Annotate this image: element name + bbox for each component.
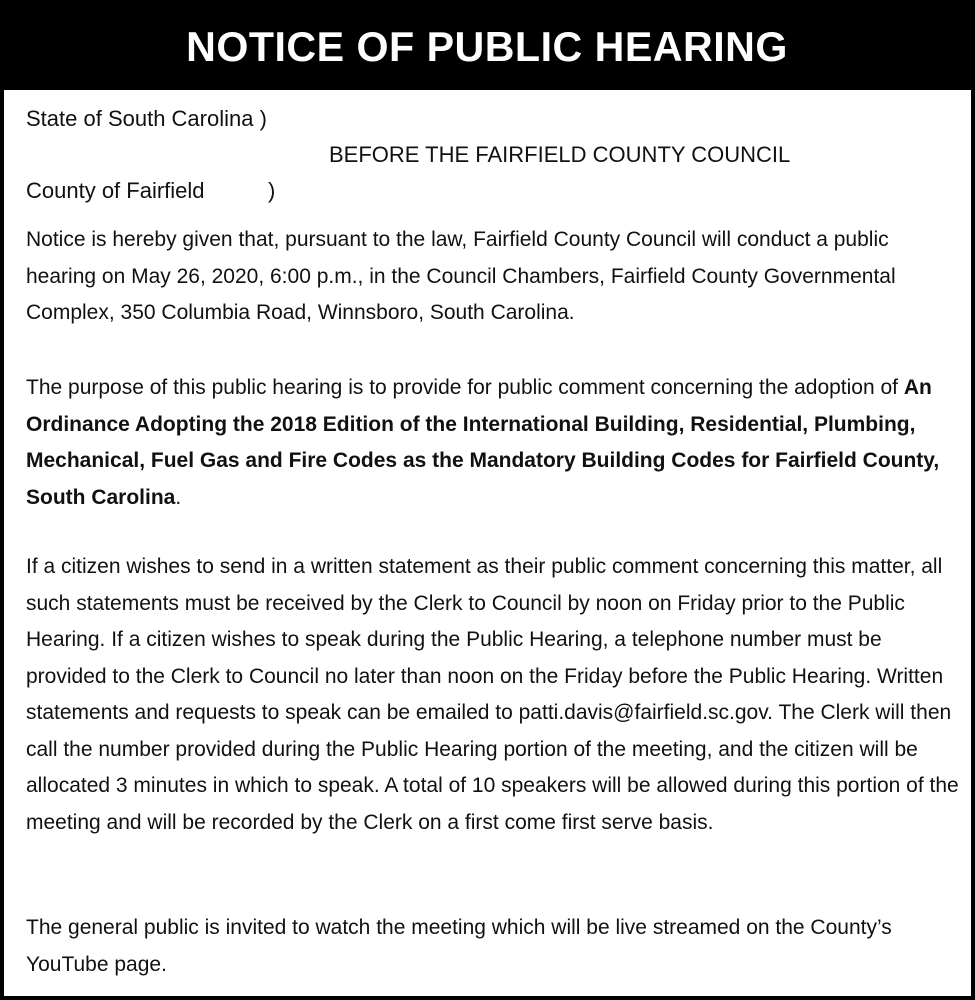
purpose-end: . (175, 485, 182, 509)
title-bar (4, 4, 971, 90)
purpose-paragraph (26, 370, 964, 516)
notice-title: NOTICE OF PUBLIC HEARING (186, 23, 789, 70)
ordinance-title: An Ordinance Adopting the 2018 Edition of the International Building, Residential, Plumbing, Mechanical, Fuel Gas and Fire Codes as the Mandatory Building Codes for Fairfield County, South Carolina (26, 376, 940, 509)
council-caption: BEFORE THE FAIRFIELD COUNTY COUNCIL (329, 142, 791, 167)
county-caption: County of Fairfield (26, 178, 205, 203)
livestream-text: The general public is invited to watch the meeting which will be live streamed on the County’s YouTube page. (26, 916, 892, 976)
hearing-details-text: Notice is hereby given that, pursuant to the law, Fairfield County Council will conduct a public hearing on May 26, 2020, 6:00 p.m., in the Council Chambers, Fairfield County Governmental Complex, 350 Columbia Road, Winnsboro, South Carolina. (26, 228, 896, 324)
county-caption-parenthesis: ) (268, 178, 276, 203)
public-comment-paragraph (26, 549, 964, 841)
public-comment-text: If a citizen wishes to send in a written statement as their public comment concerning this matter, all such statements must be received by the Clerk to Council by noon on Friday prior to the Public Hearing. If a citizen wishes to speak during the Public Hearing, a telephone number must be provided to the Clerk to Council no later than noon on the Friday before the Public Hearing. Written statements and requests to speak can be emailed to patti.davis@fairfield.sc.gov. The Clerk will then call the number provided during the Public Hearing portion of the meeting, and the citizen will be allocated 3 minutes in which to speak. A total of 10 speakers will be allowed during this portion of the meeting and will be recorded by the Clerk on a first come first serve basis. (26, 555, 959, 834)
purpose-text (26, 370, 964, 516)
purpose-intro: The purpose of this public hearing is to provide for public comment concerning the adoption of (26, 376, 904, 399)
hearing-details-paragraph (26, 222, 964, 332)
state-caption: State of South Carolina ) (26, 106, 267, 131)
livestream-paragraph (26, 910, 964, 983)
